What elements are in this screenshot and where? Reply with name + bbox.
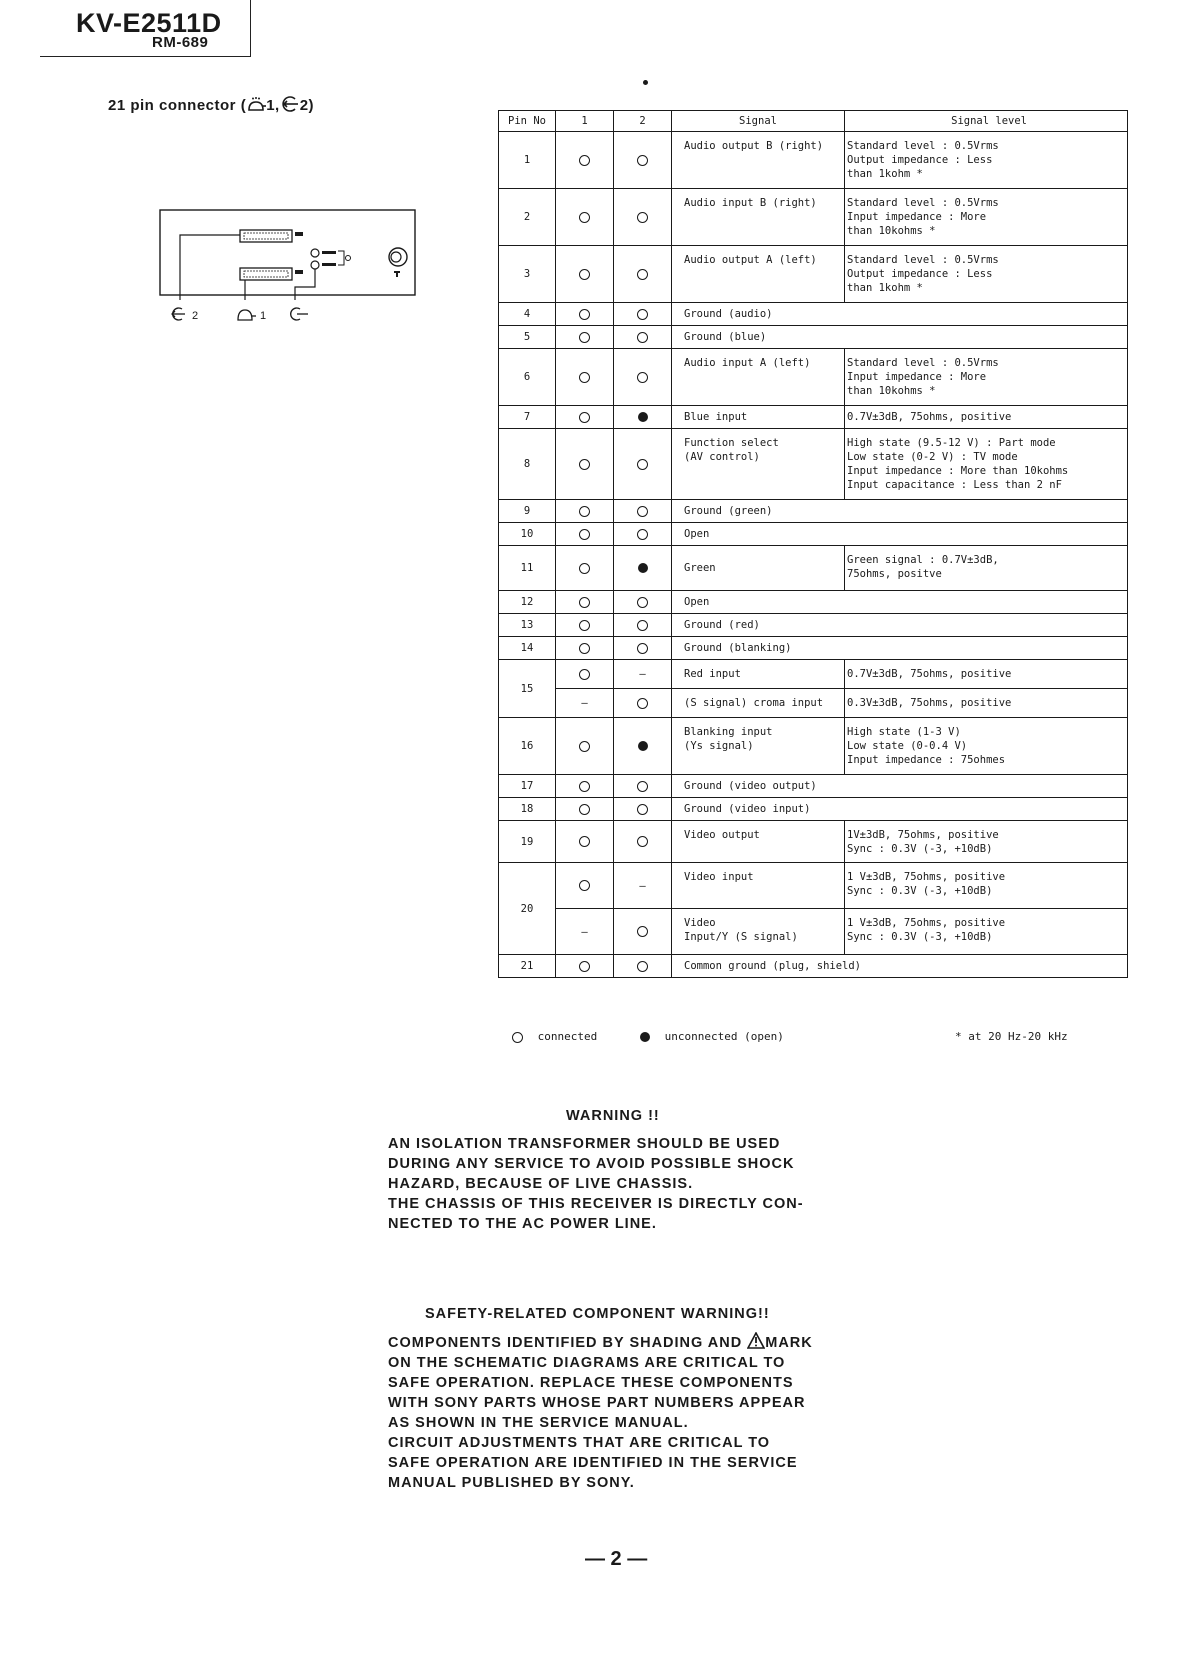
open-circle-icon xyxy=(637,926,648,937)
table-row xyxy=(499,821,1128,863)
signal-level-text: Green signal : 0.7V±3dB, xyxy=(847,554,999,566)
table-row xyxy=(499,500,1128,523)
pin-number: 11 xyxy=(499,546,556,591)
input-arrow-icon xyxy=(280,96,300,112)
pin-number: 8 xyxy=(499,429,556,500)
safety-lines xyxy=(388,1353,813,1493)
connection-mark xyxy=(614,500,672,523)
signal-level-text: than 10kohms * xyxy=(847,385,936,397)
open-circle-icon xyxy=(579,880,590,891)
signal-level-cell xyxy=(845,429,1128,500)
signal-cell xyxy=(672,689,845,718)
connection-mark xyxy=(556,955,614,978)
open-circle-icon xyxy=(637,529,648,540)
open-circle-icon xyxy=(579,643,590,654)
warning-triangle-icon xyxy=(747,1332,765,1349)
connection-mark xyxy=(614,909,672,955)
signal-cell xyxy=(672,637,1128,660)
open-circle-icon xyxy=(512,1032,523,1043)
signal-level-cell xyxy=(845,406,1128,429)
warning-line: AN ISOLATION TRANSFORMER SHOULD BE USED xyxy=(388,1136,781,1152)
pin-number: 2 xyxy=(499,189,556,246)
pin-number: 6 xyxy=(499,349,556,406)
signal-level-text: 75ohms, positve xyxy=(847,568,942,580)
connection-mark xyxy=(614,303,672,326)
header-pin: Pin No xyxy=(499,111,556,132)
pin-number: 15 xyxy=(499,660,556,718)
open-circle-icon xyxy=(637,597,648,608)
connection-mark xyxy=(556,349,614,406)
safety-line-1a: COMPONENTS IDENTIFIED BY SHADING AND xyxy=(388,1335,748,1351)
connection-mark xyxy=(556,591,614,614)
table-row xyxy=(499,637,1128,660)
signal-text: Blanking input xyxy=(684,726,773,738)
signal-cell xyxy=(672,775,1128,798)
signal-level-cell xyxy=(845,718,1128,775)
open-circle-icon xyxy=(579,459,590,470)
signal-level-text: High state (9.5-12 V) : Part mode xyxy=(847,437,1056,449)
open-circle-icon xyxy=(637,804,648,815)
signal-level-text: Sync : 0.3V (-3, +10dB) xyxy=(847,931,993,943)
open-circle-icon xyxy=(579,804,590,815)
connection-mark xyxy=(614,637,672,660)
open-circle-icon xyxy=(637,212,648,223)
table-row xyxy=(499,718,1128,775)
open-circle-icon xyxy=(637,332,648,343)
table-row xyxy=(499,660,1128,689)
connection-mark xyxy=(556,546,614,591)
signal-cell xyxy=(672,718,845,775)
connection-mark xyxy=(614,546,672,591)
table-row xyxy=(499,614,1128,637)
open-circle-icon xyxy=(637,155,648,166)
signal-level-cell xyxy=(845,863,1128,909)
signal-level-text: Low state (0-0.4 V) xyxy=(847,740,968,752)
remote-model: RM-689 xyxy=(152,34,209,51)
connection-mark xyxy=(614,591,672,614)
signal-text: Ground (video output) xyxy=(684,780,817,792)
warning-title: WARNING !! xyxy=(566,1108,660,1124)
connection-mark xyxy=(556,500,614,523)
warning-line: THE CHASSIS OF THIS RECEIVER IS DIRECTLY CON- xyxy=(388,1196,804,1212)
signal-level-cell xyxy=(845,189,1128,246)
connector-label-2: 2 xyxy=(192,310,199,322)
open-circle-icon xyxy=(637,459,648,470)
connection-mark xyxy=(556,132,614,189)
signal-level-text: 1V±3dB, 75ohms, positive xyxy=(847,829,999,841)
pin-number: 7 xyxy=(499,406,556,429)
connection-mark xyxy=(614,406,672,429)
pin-number: 9 xyxy=(499,500,556,523)
safety-line-1 xyxy=(388,1332,813,1353)
signal-cell xyxy=(672,821,845,863)
safety-title: SAFETY-RELATED COMPONENT WARNING!! xyxy=(425,1306,770,1322)
signal-text: Open xyxy=(684,596,710,608)
signal-text: Common ground (plug, shield) xyxy=(684,960,862,972)
signal-text: Audio output A (left) xyxy=(684,254,817,266)
table-row xyxy=(499,591,1128,614)
open-circle-icon xyxy=(579,620,590,631)
signal-level-text: Input impedance : More xyxy=(847,371,987,383)
filled-dot-icon xyxy=(638,563,648,573)
table-row xyxy=(499,775,1128,798)
pin-table-body xyxy=(499,132,1128,978)
connection-mark xyxy=(614,523,672,546)
page-number: — 2 — xyxy=(585,1548,648,1570)
signal-text: Ground (blanking) xyxy=(684,642,792,654)
dash-mark: – xyxy=(639,879,646,892)
mark-dot xyxy=(643,80,648,85)
safety-line: MANUAL PUBLISHED BY SONY. xyxy=(388,1475,635,1491)
open-circle-icon xyxy=(579,597,590,608)
table-row xyxy=(499,689,1128,718)
signal-level-text: 1 V±3dB, 75ohms, positive xyxy=(847,871,1006,883)
signal-cell xyxy=(672,500,1128,523)
open-circle-icon xyxy=(637,506,648,517)
signal-level-cell xyxy=(845,132,1128,189)
signal-cell xyxy=(672,523,1128,546)
connection-mark xyxy=(556,775,614,798)
pin-number: 4 xyxy=(499,303,556,326)
signal-cell xyxy=(672,798,1128,821)
safety-line: SAFE OPERATION. REPLACE THESE COMPONENTS xyxy=(388,1375,794,1391)
warning-line: HAZARD, BECAUSE OF LIVE CHASSIS. xyxy=(388,1176,694,1192)
signal-level-text: Input impedance : More than 10kohms xyxy=(847,465,1069,477)
signal-text: Ground (blue) xyxy=(684,331,767,343)
connection-mark xyxy=(556,718,614,775)
signal-text: Video xyxy=(684,917,716,929)
signal-text: (S signal) croma input xyxy=(684,697,824,709)
legend-unconnected xyxy=(640,1030,784,1043)
open-circle-icon xyxy=(579,506,590,517)
table-row xyxy=(499,349,1128,406)
signal-level-text: than 1kohm * xyxy=(847,168,923,180)
connection-mark xyxy=(614,660,672,689)
signal-cell xyxy=(672,614,1128,637)
signal-text: Audio input B (right) xyxy=(684,197,817,209)
connector-title-2: 2) xyxy=(299,97,315,114)
safety-line-1b: MARK xyxy=(765,1335,813,1351)
signal-level-text: than 10kohms * xyxy=(847,225,936,237)
table-row xyxy=(499,189,1128,246)
signal-text: Green xyxy=(684,562,716,574)
open-circle-icon xyxy=(579,836,590,847)
connector-title-text: 21 pin connector ( xyxy=(108,97,247,114)
safety-text xyxy=(388,1332,813,1493)
dash-mark: – xyxy=(639,668,646,680)
connection-mark xyxy=(556,523,614,546)
connection-mark xyxy=(614,189,672,246)
signal-level-text: High state (1-3 V) xyxy=(847,726,961,738)
signal-text: Ground (red) xyxy=(684,619,760,631)
signal-text: Function select xyxy=(684,437,779,449)
header-col1: 1 xyxy=(556,111,614,132)
signal-cell xyxy=(672,326,1128,349)
safety-line: SAFE OPERATION ARE IDENTIFIED IN THE SERVICE xyxy=(388,1455,798,1471)
signal-text: Ground (green) xyxy=(684,505,773,517)
pin-number: 12 xyxy=(499,591,556,614)
table-row xyxy=(499,132,1128,189)
signal-level-text: Low state (0-2 V) : TV mode xyxy=(847,451,1018,463)
open-circle-icon xyxy=(579,372,590,383)
table-row xyxy=(499,246,1128,303)
signal-level-cell xyxy=(845,689,1128,718)
signal-text: Red input xyxy=(684,668,741,680)
signal-text: Video output xyxy=(684,829,760,841)
signal-level-cell xyxy=(845,246,1128,303)
table-row xyxy=(499,523,1128,546)
filled-dot-icon xyxy=(638,412,648,422)
signal-text: Ground (audio) xyxy=(684,308,773,320)
connection-mark xyxy=(556,189,614,246)
open-circle-icon xyxy=(579,669,590,680)
signal-level-text: Input capacitance : Less than 2 nF xyxy=(847,479,1062,491)
connection-mark xyxy=(614,349,672,406)
signal-cell xyxy=(672,303,1128,326)
connection-mark xyxy=(556,637,614,660)
signal-cell xyxy=(672,660,845,689)
signal-cell xyxy=(672,189,845,246)
table-row xyxy=(499,909,1128,955)
signal-level-text: Output impedance : Less xyxy=(847,154,993,166)
table-row xyxy=(499,429,1128,500)
signal-text: Blue input xyxy=(684,411,748,423)
connection-mark xyxy=(614,775,672,798)
connection-mark xyxy=(556,909,614,955)
open-circle-icon xyxy=(637,643,648,654)
connection-mark xyxy=(556,614,614,637)
connection-mark xyxy=(556,660,614,689)
pin-number: 14 xyxy=(499,637,556,660)
signal-text: Ground (video input) xyxy=(684,803,811,815)
open-circle-icon xyxy=(579,269,590,280)
signal-level-cell xyxy=(845,349,1128,406)
model-number: KV-E2511D xyxy=(76,8,222,38)
connection-mark xyxy=(614,132,672,189)
signal-cell xyxy=(672,246,845,303)
pin-number: 18 xyxy=(499,798,556,821)
open-circle-icon xyxy=(637,372,648,383)
dash-mark: – xyxy=(581,925,588,938)
signal-level-text: Standard level : 0.5Vrms xyxy=(847,140,999,152)
connection-mark xyxy=(556,246,614,303)
open-circle-icon xyxy=(579,961,590,972)
dash-mark: – xyxy=(581,697,588,709)
pin-number: 5 xyxy=(499,326,556,349)
signal-level-text: Input impedance : 75ohmes xyxy=(847,754,1006,766)
safety-line: ON THE SCHEMATIC DIAGRAMS ARE CRITICAL TO xyxy=(388,1355,786,1371)
signal-cell xyxy=(672,132,845,189)
signal-level-text: 0.3V±3dB, 75ohms, positive xyxy=(847,697,1012,709)
signal-cell xyxy=(672,349,845,406)
signal-text: Video input xyxy=(684,871,754,883)
connection-mark xyxy=(614,718,672,775)
connector-panel-diagram xyxy=(150,205,420,335)
euro-av-icon xyxy=(246,96,266,112)
signal-level-text: Standard level : 0.5Vrms xyxy=(847,357,999,369)
table-row xyxy=(499,406,1128,429)
open-circle-icon xyxy=(579,412,590,423)
connection-mark xyxy=(556,821,614,863)
connector-title-1: 1, xyxy=(266,97,280,114)
pin-number: 3 xyxy=(499,246,556,303)
pin-table xyxy=(498,110,1128,978)
open-circle-icon xyxy=(637,269,648,280)
open-circle-icon xyxy=(579,529,590,540)
open-circle-icon xyxy=(637,698,648,709)
signal-cell xyxy=(672,909,845,955)
open-circle-icon xyxy=(579,563,590,574)
connection-mark xyxy=(614,863,672,909)
signal-level-cell xyxy=(845,660,1128,689)
pin-number: 19 xyxy=(499,821,556,863)
connection-mark xyxy=(556,303,614,326)
connection-mark xyxy=(556,326,614,349)
signal-text: Input/Y (S signal) xyxy=(684,931,798,943)
connection-mark xyxy=(556,863,614,909)
connector-label-1: 1 xyxy=(260,310,267,322)
open-circle-icon xyxy=(637,781,648,792)
open-circle-icon xyxy=(579,741,590,752)
header-signal: Signal xyxy=(672,111,845,132)
filled-dot-icon xyxy=(640,1032,650,1042)
connection-mark xyxy=(556,689,614,718)
connection-mark xyxy=(614,798,672,821)
signal-level-cell xyxy=(845,546,1128,591)
signal-text: (AV control) xyxy=(684,451,760,463)
connection-mark xyxy=(556,406,614,429)
connection-mark xyxy=(614,955,672,978)
signal-level-text: Output impedance : Less xyxy=(847,268,993,280)
open-circle-icon xyxy=(579,155,590,166)
warning-line: DURING ANY SERVICE TO AVOID POSSIBLE SHOCK xyxy=(388,1156,795,1172)
signal-cell xyxy=(672,429,845,500)
signal-text: Audio output B (right) xyxy=(684,140,824,152)
header-col2: 2 xyxy=(614,111,672,132)
open-circle-icon xyxy=(579,332,590,343)
signal-text: (Ys signal) xyxy=(684,740,754,752)
pin-number: 17 xyxy=(499,775,556,798)
signal-level-text: 1 V±3dB, 75ohms, positive xyxy=(847,917,1006,929)
signal-level-text: Sync : 0.3V (-3, +10dB) xyxy=(847,843,993,855)
legend-connected xyxy=(512,1030,597,1043)
pin-number: 13 xyxy=(499,614,556,637)
table-row xyxy=(499,863,1128,909)
open-circle-icon xyxy=(579,309,590,320)
pin-number: 21 xyxy=(499,955,556,978)
header-level: Signal level xyxy=(845,111,1128,132)
signal-level-text: Standard level : 0.5Vrms xyxy=(847,197,999,209)
connection-mark xyxy=(614,689,672,718)
warning-line: NECTED TO THE AC POWER LINE. xyxy=(388,1216,657,1232)
signal-text: Audio input A (left) xyxy=(684,357,811,369)
legend-note: * at 20 Hz-20 kHz xyxy=(955,1030,1068,1043)
connection-mark xyxy=(556,798,614,821)
signal-cell xyxy=(672,955,1128,978)
legend-connected-text: connected xyxy=(537,1030,598,1043)
safety-line: AS SHOWN IN THE SERVICE MANUAL. xyxy=(388,1415,689,1431)
signal-cell xyxy=(672,863,845,909)
connection-mark xyxy=(556,429,614,500)
signal-cell xyxy=(672,546,845,591)
signal-cell xyxy=(672,591,1128,614)
signal-level-text: Sync : 0.3V (-3, +10dB) xyxy=(847,885,993,897)
pin-number: 20 xyxy=(499,863,556,955)
open-circle-icon xyxy=(637,620,648,631)
signal-level-text: 0.7V±3dB, 75ohms, positive xyxy=(847,411,1012,423)
table-row xyxy=(499,955,1128,978)
connection-mark xyxy=(614,246,672,303)
connector-title xyxy=(108,96,314,114)
warning-text xyxy=(388,1134,804,1234)
table-row xyxy=(499,303,1128,326)
open-circle-icon xyxy=(637,961,648,972)
filled-dot-icon xyxy=(638,741,648,751)
signal-level-text: than 1kohm * xyxy=(847,282,923,294)
signal-level-text: 0.7V±3dB, 75ohms, positive xyxy=(847,668,1012,680)
connection-mark xyxy=(614,614,672,637)
open-circle-icon xyxy=(579,212,590,223)
connection-mark xyxy=(614,821,672,863)
table-row xyxy=(499,798,1128,821)
open-circle-icon xyxy=(637,309,648,320)
table-header-row xyxy=(499,111,1128,132)
signal-level-cell xyxy=(845,821,1128,863)
pin-number: 10 xyxy=(499,523,556,546)
table-row xyxy=(499,326,1128,349)
connection-mark xyxy=(614,429,672,500)
table-row xyxy=(499,546,1128,591)
connection-mark xyxy=(614,326,672,349)
signal-cell xyxy=(672,406,845,429)
signal-level-text: Input impedance : More xyxy=(847,211,987,223)
signal-level-text: Standard level : 0.5Vrms xyxy=(847,254,999,266)
pin-number: 1 xyxy=(499,132,556,189)
safety-line: WITH SONY PARTS WHOSE PART NUMBERS APPEAR xyxy=(388,1395,806,1411)
open-circle-icon xyxy=(579,781,590,792)
open-circle-icon xyxy=(637,836,648,847)
safety-line: CIRCUIT ADJUSTMENTS THAT ARE CRITICAL TO xyxy=(388,1435,771,1451)
signal-level-cell xyxy=(845,909,1128,955)
signal-text: Open xyxy=(684,528,710,540)
legend-unconnected-text: unconnected (open) xyxy=(664,1030,784,1043)
pin-number: 16 xyxy=(499,718,556,775)
